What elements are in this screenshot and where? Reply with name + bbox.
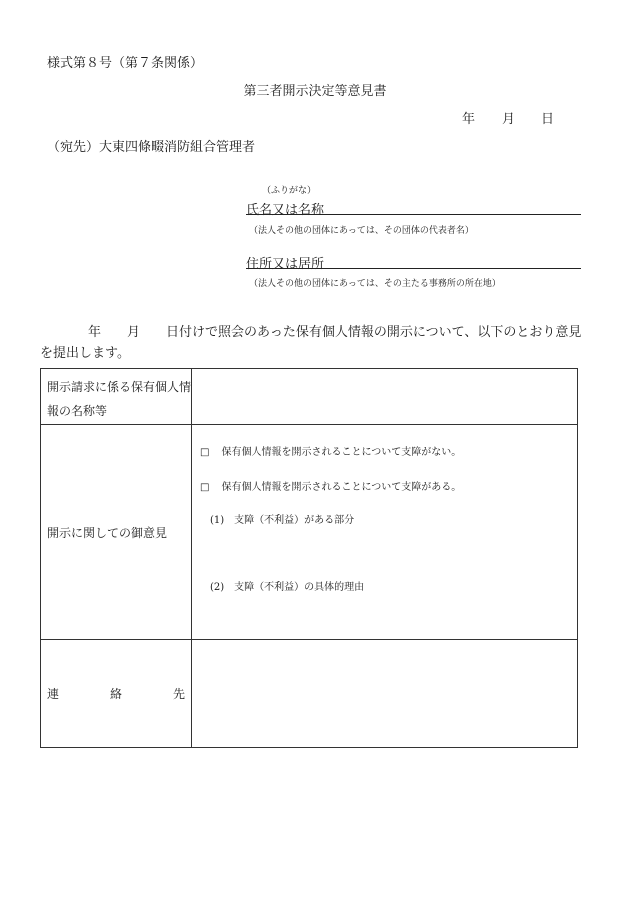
checkbox-icon[interactable]: □	[200, 447, 210, 458]
row2-label-cell	[41, 425, 192, 640]
checkbox-icon[interactable]: □	[200, 482, 210, 493]
row2-label: 開示に関しての御意見	[47, 525, 168, 540]
option-no-issue-label: 保有個人情報を開示されることについて支障がない。	[221, 447, 462, 458]
name-line[interactable]	[246, 214, 581, 215]
addressee: （宛先）大東四條畷消防組合管理者	[47, 140, 256, 155]
option-no-issue[interactable]	[200, 443, 461, 458]
statement-month: 月	[127, 325, 141, 340]
furigana-label: （ふりがな）	[262, 186, 317, 196]
date-day: 日	[541, 112, 555, 127]
address-line[interactable]	[246, 268, 581, 269]
contact-input-cell[interactable]	[192, 640, 578, 748]
contact-char-3: 先	[172, 687, 185, 701]
name-label: 氏名又は名称	[246, 203, 325, 218]
row3-label-cell	[41, 640, 192, 748]
row2-options-cell	[192, 425, 578, 640]
statement-year: 年	[88, 325, 102, 340]
row1-input-cell[interactable]	[192, 369, 578, 425]
contact-char-1: 連	[47, 687, 60, 701]
contact-char-2: 絡	[109, 687, 122, 701]
contact-label	[41, 685, 191, 702]
row1-label: 開示請求に係る保有個人情報の名称等	[47, 380, 192, 418]
statement-text: 日付けで照会のあった保有個人情報の開示について、以下のとおり意見を提出します。	[40, 325, 582, 361]
option-has-issue-label: 保有個人情報を開示されることについて支障がある。	[221, 482, 462, 493]
date-year: 年	[462, 112, 476, 127]
option-has-issue[interactable]	[200, 478, 461, 493]
address-note: （法人その他の団体にあっては、その主たる事務所の所在地）	[249, 279, 501, 289]
sub-item-affected-part: (1) 支障（不利益）がある部分	[210, 515, 355, 526]
statement	[40, 322, 590, 364]
form-number: 様式第８号（第７条関係）	[47, 56, 204, 71]
name-note: （法人その他の団体にあっては、その団体の代表者名）	[249, 226, 474, 236]
sub-item-specific-reason: (2) 支障（不利益）の具体的理由	[210, 582, 365, 593]
document-title: 第三者開示決定等意見書	[243, 84, 387, 99]
address-label: 住所又は居所	[246, 257, 325, 272]
date-month: 月	[502, 112, 516, 127]
row1-label-cell	[41, 369, 192, 425]
opinion-table	[40, 368, 578, 748]
